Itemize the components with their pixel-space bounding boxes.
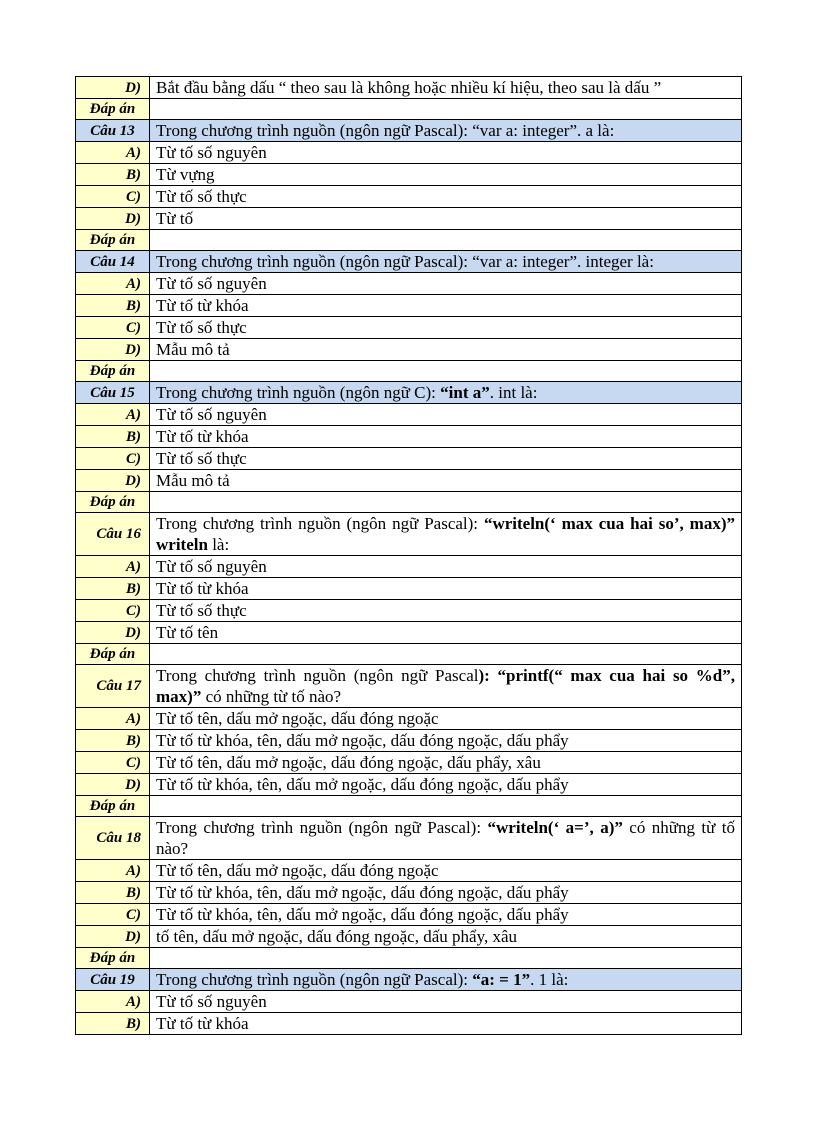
- answer-label: Đáp án: [76, 948, 150, 969]
- option-row: [76, 142, 742, 164]
- option-label: D): [76, 470, 150, 492]
- option-row: [76, 339, 742, 361]
- option-text: Từ tố từ khóa: [150, 1013, 742, 1035]
- question-text: [150, 969, 742, 991]
- answer-row: [76, 99, 742, 120]
- option-text: Từ tố số thực: [150, 600, 742, 622]
- option-row: [76, 1013, 742, 1035]
- option-row: [76, 904, 742, 926]
- answer-label: Đáp án: [76, 99, 150, 120]
- option-label: A): [76, 273, 150, 295]
- option-row: [76, 164, 742, 186]
- answer-field[interactable]: [150, 99, 742, 120]
- answer-row: [76, 361, 742, 382]
- option-row: [76, 578, 742, 600]
- question-text: [150, 382, 742, 404]
- option-text: Từ tố từ khóa: [150, 426, 742, 448]
- option-label: A): [76, 404, 150, 426]
- option-row: [76, 208, 742, 230]
- code-snippet: “int a”: [440, 383, 490, 402]
- answer-field[interactable]: [150, 796, 742, 817]
- question-number: Câu 16: [76, 513, 150, 556]
- option-label: B): [76, 426, 150, 448]
- option-text: Từ tố số thực: [150, 448, 742, 470]
- option-row: [76, 448, 742, 470]
- answer-label: Đáp án: [76, 644, 150, 665]
- option-row: [76, 991, 742, 1013]
- answer-label: Đáp án: [76, 230, 150, 251]
- option-row: [76, 404, 742, 426]
- option-text: Từ tố từ khóa: [150, 578, 742, 600]
- quiz-table: [75, 76, 742, 1035]
- option-row: [76, 926, 742, 948]
- question-text: [150, 665, 742, 708]
- answer-field[interactable]: [150, 644, 742, 665]
- answer-row: [76, 796, 742, 817]
- option-text: Mẫu mô tả: [150, 339, 742, 361]
- question-number: Câu 18: [76, 817, 150, 860]
- option-label: D): [76, 622, 150, 644]
- option-row: [76, 470, 742, 492]
- option-row: [76, 860, 742, 882]
- question-text: Trong chương trình nguồn (ngôn ngữ Pascal): “var a: integer”. a là:: [150, 120, 742, 142]
- option-text: tố tên, dấu mở ngoặc, dấu đóng ngoặc, dấu phẩy, xâu: [150, 926, 742, 948]
- option-text: Từ tố số nguyên: [150, 991, 742, 1013]
- option-label: B): [76, 730, 150, 752]
- option-row: [76, 77, 742, 99]
- option-label: D): [76, 208, 150, 230]
- question-row: [76, 665, 742, 708]
- option-text: Từ tố số thực: [150, 186, 742, 208]
- question-number: Câu 19: [76, 969, 150, 991]
- option-text: Từ tố tên, dấu mở ngoặc, dấu đóng ngoặc: [150, 860, 742, 882]
- answer-row: [76, 644, 742, 665]
- code-snippet: “writeln(‘ a=’, a)”: [487, 818, 623, 837]
- question-row: [76, 251, 742, 273]
- option-label: A): [76, 708, 150, 730]
- option-label: B): [76, 882, 150, 904]
- option-row: [76, 882, 742, 904]
- question-text-part: Trong chương trình nguồn (ngôn ngữ Pascal: [156, 666, 479, 685]
- option-label: A): [76, 860, 150, 882]
- answer-field[interactable]: [150, 230, 742, 251]
- answer-field[interactable]: [150, 948, 742, 969]
- option-label: B): [76, 295, 150, 317]
- option-label: D): [76, 774, 150, 796]
- question-text-part: Trong chương trình nguồn (ngôn ngữ Pascal):: [156, 818, 488, 837]
- option-label: C): [76, 600, 150, 622]
- question-row: [76, 969, 742, 991]
- option-label: A): [76, 142, 150, 164]
- option-label: B): [76, 164, 150, 186]
- answer-row: [76, 948, 742, 969]
- question-text-part: là:: [207, 535, 230, 554]
- code-snippet: ): “printf(“ max cua hai so %d”, max)”: [156, 666, 735, 706]
- question-text-part: có những từ tố nào?: [201, 687, 342, 706]
- option-text: Từ vựng: [150, 164, 742, 186]
- option-label: D): [76, 77, 150, 99]
- option-label: A): [76, 991, 150, 1013]
- question-row: [76, 513, 742, 556]
- option-row: [76, 752, 742, 774]
- option-text: Từ tố từ khóa, tên, dấu mở ngoặc, dấu đóng ngoặc, dấu phẩy: [150, 882, 742, 904]
- option-text: Từ tố tên: [150, 622, 742, 644]
- question-row: [76, 817, 742, 860]
- option-label: C): [76, 186, 150, 208]
- option-label: C): [76, 904, 150, 926]
- code-snippet: “writeln(‘ max cua hai so’, max)” writeln: [156, 514, 735, 554]
- option-label: C): [76, 448, 150, 470]
- question-number: Câu 13: [76, 120, 150, 142]
- answer-row: [76, 230, 742, 251]
- option-label: B): [76, 578, 150, 600]
- answer-field[interactable]: [150, 361, 742, 382]
- option-row: [76, 317, 742, 339]
- option-label: D): [76, 339, 150, 361]
- option-text: Từ tố từ khóa, tên, dấu mở ngoặc, dấu đóng ngoặc, dấu phẩy: [150, 730, 742, 752]
- option-text: Bắt đầu bằng dấu “ theo sau là không hoặc nhiều kí hiệu, theo sau là dấu ”: [150, 77, 742, 99]
- option-text: Từ tố số nguyên: [150, 556, 742, 578]
- question-number: Câu 14: [76, 251, 150, 273]
- option-text: Từ tố số nguyên: [150, 404, 742, 426]
- question-number: Câu 15: [76, 382, 150, 404]
- answer-label: Đáp án: [76, 492, 150, 513]
- option-row: [76, 774, 742, 796]
- answer-field[interactable]: [150, 492, 742, 513]
- option-text: Từ tố số nguyên: [150, 142, 742, 164]
- option-text: Từ tố từ khóa: [150, 295, 742, 317]
- question-text: [150, 513, 742, 556]
- option-row: [76, 186, 742, 208]
- answer-label: Đáp án: [76, 796, 150, 817]
- answer-label: Đáp án: [76, 361, 150, 382]
- question-text: [150, 817, 742, 860]
- option-row: [76, 600, 742, 622]
- option-row: [76, 426, 742, 448]
- option-text: Từ tố từ khóa, tên, dấu mở ngoặc, dấu đóng ngoặc, dấu phẩy: [150, 904, 742, 926]
- option-text: Từ tố tên, dấu mở ngoặc, dấu đóng ngoặc, dấu phẩy, xâu: [150, 752, 742, 774]
- question-text-part: Trong chương trình nguồn (ngôn ngữ Pascal):: [156, 970, 473, 989]
- question-text-part: Trong chương trình nguồn (ngôn ngữ Pascal):: [156, 514, 484, 533]
- option-row: [76, 622, 742, 644]
- question-text-part: . int là:: [489, 383, 538, 402]
- option-row: [76, 295, 742, 317]
- question-text-part: Trong chương trình nguồn (ngôn ngữ C):: [156, 383, 441, 402]
- option-row: [76, 273, 742, 295]
- option-text: Từ tố: [150, 208, 742, 230]
- question-text-part: có những từ tố nào?: [156, 818, 736, 858]
- option-text: Từ tố số nguyên: [150, 273, 742, 295]
- option-label: C): [76, 317, 150, 339]
- option-row: [76, 730, 742, 752]
- option-label: D): [76, 926, 150, 948]
- option-row: [76, 708, 742, 730]
- code-snippet: “a: = 1”: [472, 970, 531, 989]
- option-text: Mẫu mô tả: [150, 470, 742, 492]
- question-text-part: . 1 là:: [530, 970, 569, 989]
- option-label: A): [76, 556, 150, 578]
- option-text: Từ tố tên, dấu mở ngoặc, dấu đóng ngoặc: [150, 708, 742, 730]
- question-text: Trong chương trình nguồn (ngôn ngữ Pascal): “var a: integer”. integer là:: [150, 251, 742, 273]
- question-number: Câu 17: [76, 665, 150, 708]
- question-row: [76, 382, 742, 404]
- option-row: [76, 556, 742, 578]
- question-row: [76, 120, 742, 142]
- option-label: C): [76, 752, 150, 774]
- answer-row: [76, 492, 742, 513]
- option-text: Từ tố từ khóa, tên, dấu mở ngoặc, dấu đóng ngoặc, dấu phẩy: [150, 774, 742, 796]
- option-text: Từ tố số thực: [150, 317, 742, 339]
- option-label: B): [76, 1013, 150, 1035]
